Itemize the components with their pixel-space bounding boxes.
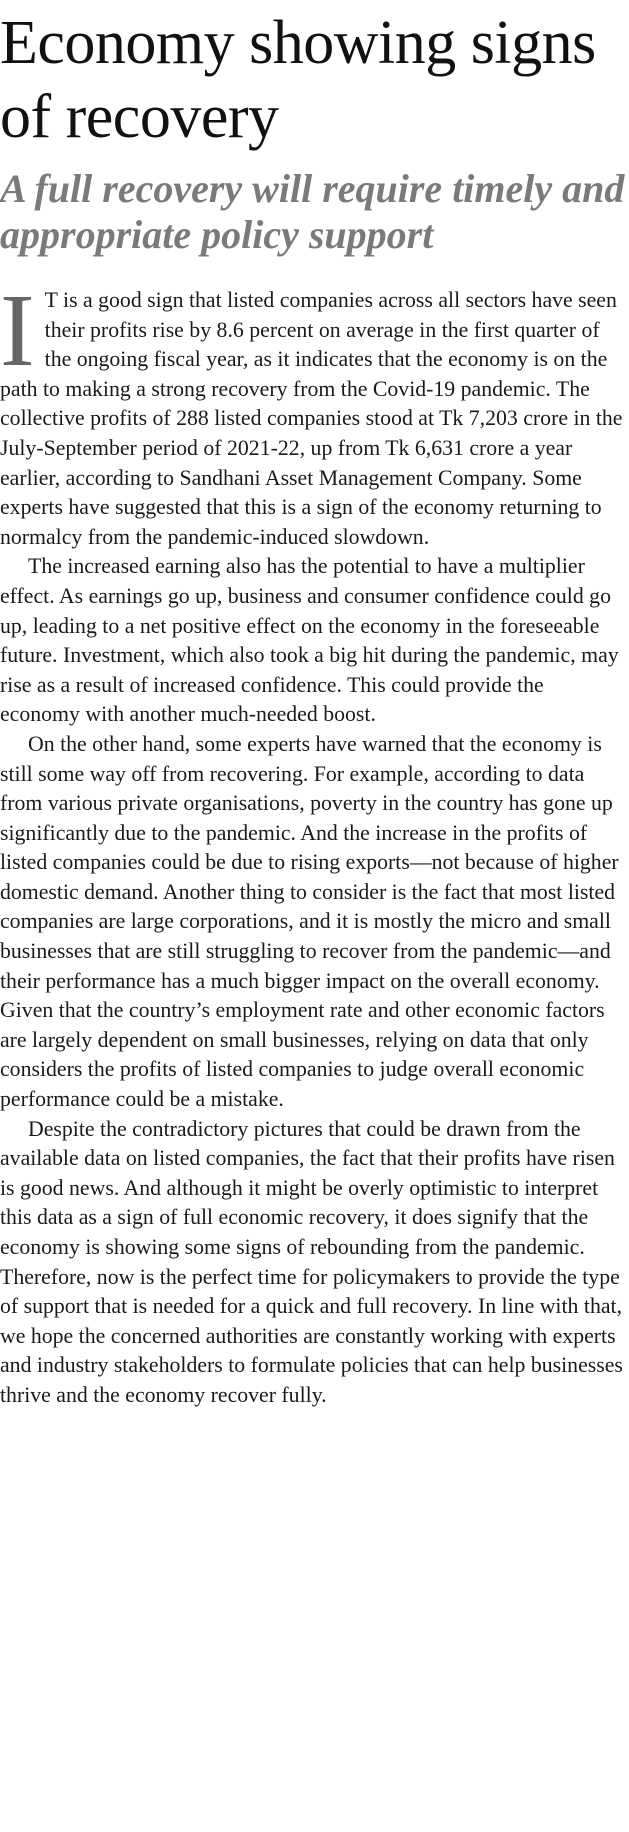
paragraph-3: On the other hand, some experts have warned that the economy is still some way off from recovering. For example, according to data from various private organisations, poverty in the country has gone up significantly due to the pandemic. And the increase in the profits of listed companies could be due to rising exports—not because of higher domestic demand. Another thing to consider is the fact that most listed companies are large corporations, and it is mostly the micro and small businesses that are still struggling to recover from the pandemic—and their performance has a much bigger impact on the overall economy. Given that the country’s employment rate and other economic factors are largely dependent on small businesses, relying on data that only considers the profits of listed companies to judge overall economic performance could be a mistake.: [0, 731, 619, 1112]
drop-cap: I: [0, 273, 35, 388]
headline: Economy showing signs of recovery: [0, 9, 596, 151]
article-body: [0, 273, 629, 1411]
paragraph-4: Despite the contradictory pictures that could be drawn from the available data on listed companies, the fact that their profits have risen is good news. And although it might be overly optimistic to interpret this data as a sign of full economic recovery, it does signify that the economy is showing some signs of rebounding from the pandemic. Therefore, now is the perfect time for policymakers to provide the type of support that is needed for a quick and full recovery. In line with that, we hope the concerned authorities are constantly working with experts and industry stakeholders to formulate policies that can help businesses thrive and the economy recover fully.: [0, 1116, 623, 1407]
paragraph-1: [0, 273, 629, 552]
paragraph-2: The increased earning also has the potential to have a multiplier effect. As earnings go up, business and consumer confidence could go up, leading to a net positive effect on the economy in the foreseeable future. Investment, which also took a big hit during the pandemic, may rise as a result of increased confidence. This could provide the economy with another much-needed boost.: [0, 554, 619, 727]
paragraph-1-text: T is a good sign that listed companies across all sectors have seen their profits rise by 8.6 percent on average in the first quarter of the ongoing fiscal year, as it indicates that the economy is on the path to making a strong recovery from the Covid-19 pandemic. The collective profits of 288 listed companies stood at Tk 7,203 crore in the July-September period of 2021-22, up from Tk 6,631 crore a year earlier, according to Sandhani Asset Management Company. Some experts have suggested that this is a sign of the economy returning to normalcy from the pandemic-induced slowdown.: [0, 288, 623, 549]
subheadline: A full recovery will require timely and appropriate policy support: [0, 166, 625, 257]
